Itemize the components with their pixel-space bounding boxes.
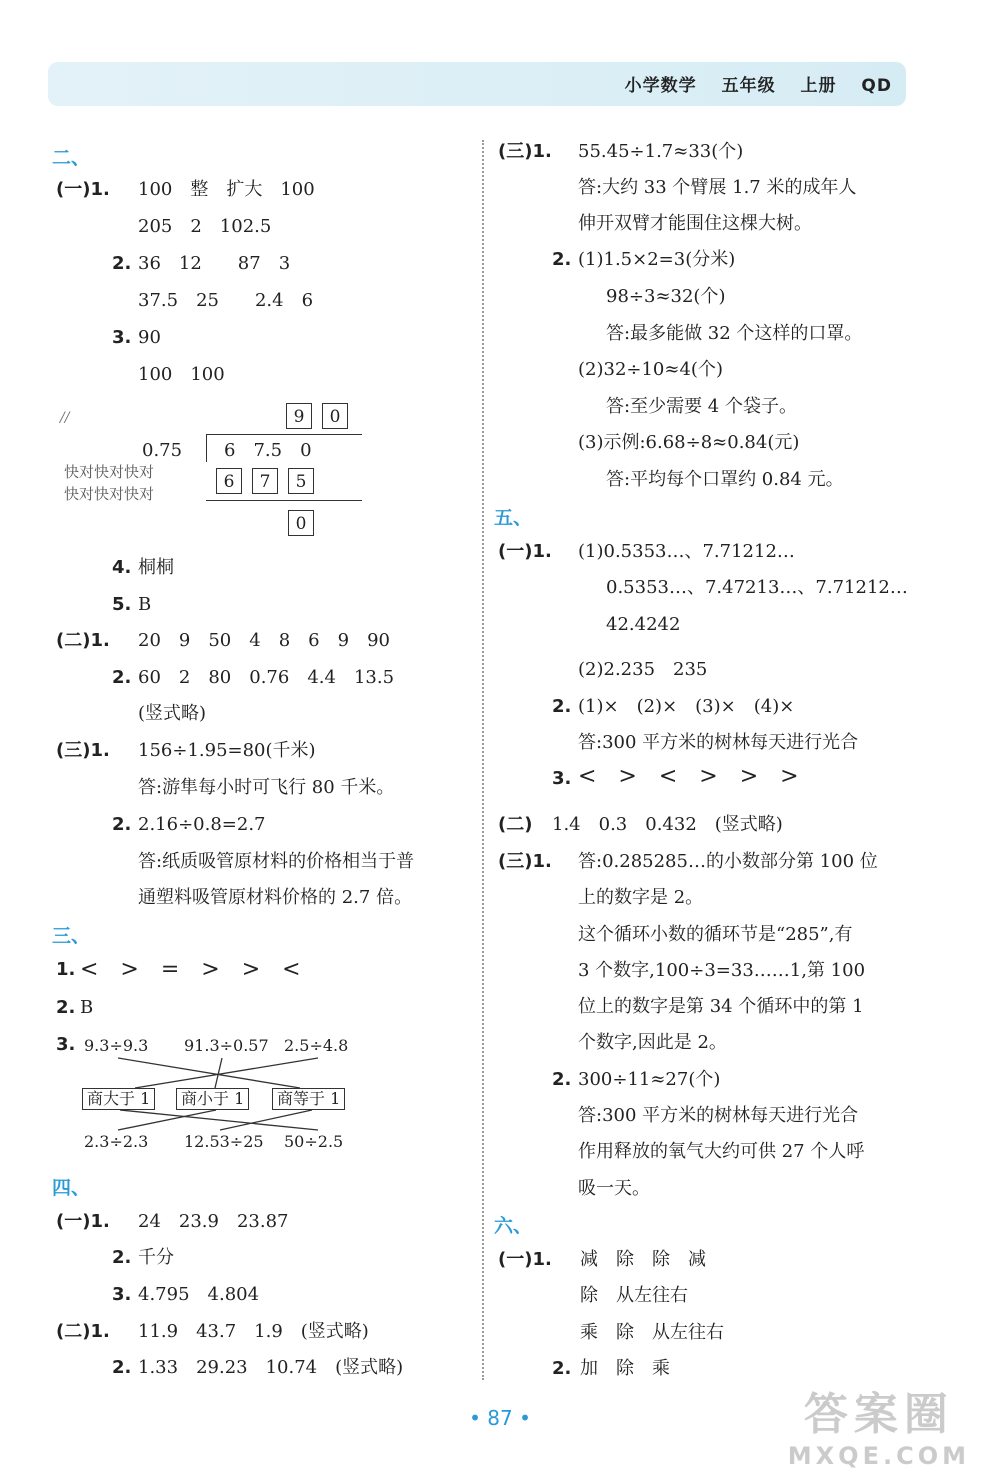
section-2-title: 二、 — [52, 147, 91, 169]
s2-part2-label: (二)1. — [56, 630, 110, 651]
s5-p3-line-5: 位上的数字是第 34 个循环中的第 1 — [578, 996, 864, 1017]
s5-p3-line-2: 上的数字是 2。 — [578, 887, 704, 908]
s5-p1-line-1: (1)0.5353…、7.71212… — [578, 541, 795, 562]
s2-p3-answer-4: 答:纸质吸管原材料的价格相当于普 — [138, 851, 415, 872]
divisor: 0.75 — [142, 440, 183, 461]
s2-p3-answer-5: 通塑料吸管原材料价格的 2.7 倍。 — [138, 887, 413, 908]
expr-top-2: 91.3÷0.57 — [184, 1036, 269, 1055]
s5-p1-line-3: 42.4242 — [606, 614, 681, 635]
header-title — [607, 71, 892, 96]
s5-part3-label: (三)1. — [498, 851, 552, 872]
s5-p3-line-1: 答:0.285285…的小数部分第 100 位 — [578, 851, 878, 872]
s2-q3-answer-2: 100 100 — [138, 364, 225, 385]
s3-q2-label: 2. — [56, 997, 76, 1018]
s5-p1-line-4: (2)2.235 235 — [578, 659, 708, 680]
s4-q2-answer: 千分 — [138, 1247, 174, 1268]
s4-part2-label: (二)1. — [56, 1321, 110, 1342]
expr-top-3: 2.5÷4.8 — [284, 1036, 349, 1055]
s2-q2-label: 2. — [112, 253, 132, 274]
s5-q2-line-1: (1)× (2)× (3)× (4)× — [578, 696, 795, 717]
watermark-note-1: 快对快对快对 — [64, 463, 155, 481]
s2-p2-answer-1: 20 9 50 4 8 6 9 90 — [138, 630, 390, 651]
s3-q2-answer: B — [80, 997, 94, 1018]
box-less-than-1: 商小于 1 — [176, 1088, 249, 1110]
expr-bottom-2: 12.53÷25 — [184, 1132, 264, 1151]
s6-p1-line-3: 乘 除 从左往右 — [580, 1322, 724, 1343]
r-p3-line-9: (3)示例:6.68÷8≈0.84(元) — [578, 432, 800, 453]
s2-p1-answer-1: 100 整 扩大 100 — [138, 179, 315, 200]
header-edition: QD — [861, 76, 892, 96]
s5-q3-answer: < > < > > > — [578, 764, 799, 789]
header-subject: 小学数学 — [624, 76, 697, 96]
s4-q2-label: 2. — [112, 1247, 132, 1268]
r-p3-line-1: 55.45÷1.7≈33(个) — [578, 141, 744, 162]
watermark-line-2: MXQE.COM — [787, 1442, 970, 1470]
matching-lines — [0, 0, 480, 1200]
pencil-mark: // — [60, 410, 70, 426]
s4-p2-answer-2: 1.33 29.23 10.74 (竖式略) — [138, 1357, 404, 1378]
s6-q2-answer: 加 除 乘 — [580, 1358, 670, 1379]
s3-q1-label: 1. — [56, 959, 76, 980]
r-p3-line-10: 答:平均每个口罩约 0.84 元。 — [606, 469, 844, 490]
page-number: • 87 • — [469, 1406, 531, 1430]
s4-p2-q2-label: 2. — [112, 1357, 132, 1378]
column-divider — [482, 140, 484, 1380]
s5-p3-line-3: 这个循环小数的循环节是“285”,有 — [578, 924, 853, 945]
section-6-title: 六、 — [494, 1215, 533, 1237]
s6-q2-label: 2. — [552, 1358, 572, 1379]
s5-p3-line-9: 作用释放的氧气大约可供 27 个人呼 — [578, 1141, 865, 1162]
expr-bottom-1: 2.3÷2.3 — [84, 1132, 149, 1151]
s6-p1-line-2: 除 从左往右 — [580, 1285, 688, 1306]
s2-p2-q2-label: 2. — [112, 667, 132, 688]
s5-p3-line-7: 300÷11≈27(个) — [578, 1069, 721, 1090]
s5-p3-q2-label: 2. — [552, 1069, 572, 1090]
header-volume: 上册 — [800, 76, 837, 96]
s5-p3-line-4: 3 个数字,100÷3=33……1,第 100 — [578, 960, 866, 981]
s2-q5-answer: B — [138, 594, 152, 615]
s2-p3-answer-3: 2.16÷0.8=2.7 — [138, 814, 266, 835]
s5-part1-label: (一)1. — [498, 541, 552, 562]
s2-p1-answer-2: 205 2 102.5 — [138, 216, 272, 237]
s4-part1-label: (一)1. — [56, 1211, 110, 1232]
s5-p1-line-2: 0.5353…、7.47213…、7.71212… — [606, 577, 908, 598]
product-digit-2: 7 — [252, 468, 278, 494]
product-digit-1: 6 — [216, 468, 242, 494]
section-5-title: 五、 — [494, 507, 533, 529]
s4-q3-label: 3. — [112, 1284, 132, 1305]
r-p3-line-2: 答:大约 33 个臂展 1.7 米的成年人 — [578, 177, 857, 198]
r-p3-line-8: 答:至少需要 4 个袋子。 — [606, 396, 797, 417]
header-grade: 五年级 — [721, 76, 776, 96]
watermark-logo — [788, 1378, 970, 1470]
r-p3-line-6: 答:最多能做 32 个这样的口罩。 — [606, 323, 863, 344]
s2-q3-answer-1: 90 — [138, 327, 161, 348]
s2-q2-answer-2: 37.5 25 2.4 6 — [138, 290, 314, 311]
s5-q3-label: 3. — [552, 768, 572, 789]
s5-p3-line-6: 个数字,因此是 2。 — [578, 1032, 727, 1053]
s5-part2-label: (二) — [498, 814, 533, 835]
s2-p2-answer-2: 60 2 80 0.76 4.4 13.5 — [138, 667, 395, 688]
quotient-digit-1: 9 — [286, 403, 312, 429]
s2-p2-answer-3: (竖式略) — [138, 703, 207, 724]
box-greater-than-1: 商大于 1 — [82, 1088, 155, 1110]
s2-q5-label: 5. — [112, 594, 132, 615]
s5-p3-line-8: 答:300 平方米的树林每天进行光合 — [578, 1105, 859, 1126]
s2-part1-label: (一)1. — [56, 179, 110, 200]
r-part3-label: (三)1. — [498, 141, 552, 162]
watermark-note-2: 快对快对快对 — [64, 485, 155, 503]
r-p3-line-7: (2)32÷10≈4(个) — [578, 359, 723, 380]
s3-q3-label: 3. — [56, 1034, 76, 1055]
s4-p2-answer-1: 11.9 43.7 1.9 (竖式略) — [138, 1321, 369, 1342]
s2-q4-answer: 桐桐 — [138, 557, 174, 578]
s2-part3-label: (三)1. — [56, 740, 110, 761]
expr-bottom-3: 50÷2.5 — [284, 1132, 344, 1151]
section-3-title: 三、 — [52, 925, 91, 947]
r-p3-q2-label: 2. — [552, 249, 572, 270]
r-p3-line-3: 伸开双臂才能围住这棵大树。 — [578, 213, 812, 234]
remainder-digit: 0 — [288, 510, 314, 536]
s3-q1-answer: < > = > > < — [80, 957, 301, 982]
dividend: 6 7.5 0 — [224, 440, 312, 461]
s4-p1-answer-1: 24 23.9 23.87 — [138, 1211, 289, 1232]
s4-q3-answer: 4.795 4.804 — [138, 1284, 260, 1305]
r-p3-line-4: (1)1.5×2=3(分米) — [578, 249, 736, 270]
r-p3-line-5: 98÷3≈32(个) — [606, 286, 726, 307]
s2-q4-label: 4. — [112, 557, 132, 578]
s5-p2-answer: 1.4 0.3 0.432 (竖式略) — [552, 814, 783, 835]
box-equal-to-1: 商等于 1 — [272, 1088, 345, 1110]
s2-p3-q2-label: 2. — [112, 814, 132, 835]
s5-q2-line-2: 答:300 平方米的树林每天进行光合 — [578, 732, 859, 753]
s2-q3-label: 3. — [112, 327, 132, 348]
s5-p3-line-10: 吸一天。 — [578, 1178, 650, 1199]
s5-q2-label: 2. — [552, 696, 572, 717]
product-digit-3: 5 — [288, 468, 314, 494]
s6-p1-line-1: 减 除 除 减 — [580, 1249, 706, 1270]
expr-top-1: 9.3÷9.3 — [84, 1036, 149, 1055]
s2-p3-answer-1: 156÷1.95=80(千米) — [138, 740, 316, 761]
quotient-digit-2: 0 — [322, 403, 348, 429]
watermark-line-1: 答案圈 — [803, 1389, 954, 1440]
s2-q2-answer-1: 36 12 87 3 — [138, 253, 291, 274]
section-4-title: 四、 — [52, 1177, 91, 1199]
s6-part1-label: (一)1. — [498, 1249, 552, 1270]
s2-p3-answer-2: 答:游隼每小时可飞行 80 千米。 — [138, 777, 395, 798]
